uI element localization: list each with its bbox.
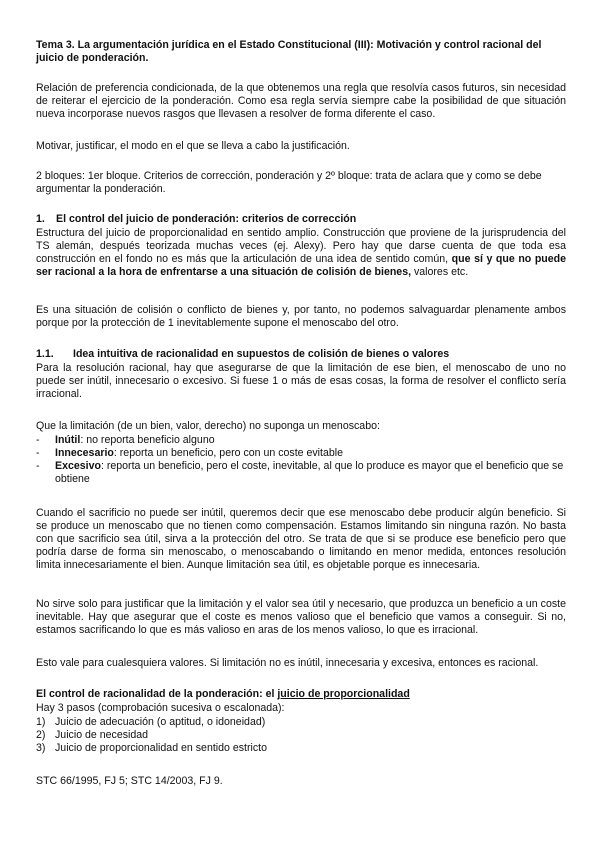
list-item (36, 447, 566, 460)
document-title: Tema 3. La argumentación jurídica en el Estado Constitucional (III): Motivación y control racional del juicio de ponderación. (36, 39, 542, 65)
list-text: : reporta un beneficio, pero con un coste evitable (113, 447, 343, 460)
list-number: 2) (36, 729, 46, 742)
list-item (36, 460, 566, 486)
list-item (36, 729, 566, 742)
list-bullet: - (36, 434, 40, 446)
list-bullet: - (36, 447, 40, 460)
list-number: 1) (36, 716, 46, 728)
list-text: : no reporta beneficio alguno (80, 434, 215, 446)
list-bullet: - (36, 460, 40, 473)
list-text: Juicio de necesidad (55, 729, 149, 742)
section-1-number: 1. (36, 213, 45, 225)
paragraph-preferencia: Relación de preferencia condicionada, de la que obtenemos una regla que resolvía casos futuros, sin necesidad de reiterar el ejercicio de la ponderación. Como esa regla servía siempre cabe la posibilidad de que situación nueva incorporase nuevos rasgos que llevasen a resolver de forma diferente el caso. (36, 82, 566, 121)
section-1-title: El control del juicio de ponderación: criterios de corrección (56, 213, 357, 225)
section-1-1-title: Idea intuitiva de racionalidad en supuestos de colisión de bienes o valores (73, 348, 450, 360)
list-term: Innecesario (55, 447, 114, 460)
citation: STC 66/1995, FJ 5; STC 14/2003, FJ 9. (36, 775, 223, 787)
proporcionalidad-heading-link: juicio de proporcionalidad (277, 688, 410, 700)
paragraph-colision: Es una situación de colisión o conflicto de bienes y, por tanto, no podemos salvaguardar plenamente ambos porque por la protección de 1 inevitablemente supone el menoscabo del otro. (36, 304, 566, 330)
list-item (36, 716, 566, 729)
paragraph-coste: No sirve solo para justificar que la limitación y el valor sea útil y necesario, que produzca un beneficio a un coste inevitable. Hay que asegurar que el coste es menos valioso que el beneficio que vamos a conseguir. Si no, estamos sacrificando lo que es más valioso en aras de los menos valioso, lo que es irracional. (36, 598, 566, 637)
proporcionalidad-heading-lead: El control de racionalidad de la ponderación: el (36, 688, 278, 700)
paragraph-estructura-bold: que sí y que no puede ser racional a la hora de enfrentarse a una situación de colisión de bienes, (36, 253, 567, 279)
list-text: : reporta un beneficio, pero el coste, inevitable, al que lo produce es mayor que el beneficio que se obtiene (55, 460, 564, 486)
criteria-list (36, 434, 566, 486)
list-term: Excesivo (55, 460, 101, 473)
section-1-heading (36, 213, 566, 226)
paragraph-valores: Esto vale para cualesquiera valores. Si limitación no es inútil, innecesaria y excesiva, entonces es racional. (36, 657, 539, 669)
paragraph-limitacion: Que la limitación (de un bien, valor, derecho) no suponga un menoscabo: (36, 420, 380, 432)
list-number: 3) (36, 742, 46, 755)
paragraph-estructura-text: Estructura del juicio de proporcionalidad en sentido amplio. Construcción que proviene de la jurisprudencia del TS alemán, después teorizada muchas veces (ej. Alexy). Pero hay que darse cuenta de que toda esa construcción en el fondo no es más que la articulación de una idea de sentido común, (36, 227, 566, 266)
paragraph-bloques: 2 bloques: 1er bloque. Criterios de corrección, ponderación y 2º bloque: trata de aclara que y como se debe argumentar la ponderación. (36, 170, 542, 196)
paragraph-sacrificio: Cuando el sacrificio no puede ser inútil, queremos decir que ese menoscabo debe producir algún beneficio. Si se produce un menoscabo que no tienen como compensación. Estamos limitando sin ninguna razón. No basta con que sacrificio sea útil, sirva a la protección del otro. Se trata de que si se produce ese beneficio pero que podría darse de forma sin menoscabo, o menoscabando o limitando en menor medida, entonces resolución limita innecesariamente el bien. Aunque limitación sea útil, es objetable porque es innecesaria. (36, 507, 566, 572)
list-text: Juicio de proporcionalidad en sentido estricto (55, 742, 268, 755)
list-item (36, 742, 566, 755)
proporcionalidad-heading (36, 688, 566, 701)
section-1-1-number: 1.1. (36, 348, 54, 360)
paragraph-resolucion: Para la resolución racional, hay que asegurarse de que la limitación de ese bien, el menoscabo de uno no puede ser inútil, innecesario o excesivo. Si fuese 1 o más de esas cosas, la forma de resolver el conflicto sería irracional. (36, 362, 566, 401)
list-term: Inútil (55, 434, 81, 446)
steps-list (36, 716, 566, 755)
paragraph-estructura-tail: valores etc. (411, 266, 469, 279)
paragraph-motivar: Motivar, justificar, el modo en el que se lleva a cabo la justificación. (36, 140, 350, 152)
paragraph-estructura (36, 227, 566, 279)
list-item (36, 434, 566, 447)
list-text: Juicio de adecuación (o aptitud, o idoneidad) (55, 716, 266, 728)
paragraph-pasos: Hay 3 pasos (comprobación sucesiva o escalonada): (36, 702, 285, 714)
section-1-1-heading (36, 348, 566, 361)
